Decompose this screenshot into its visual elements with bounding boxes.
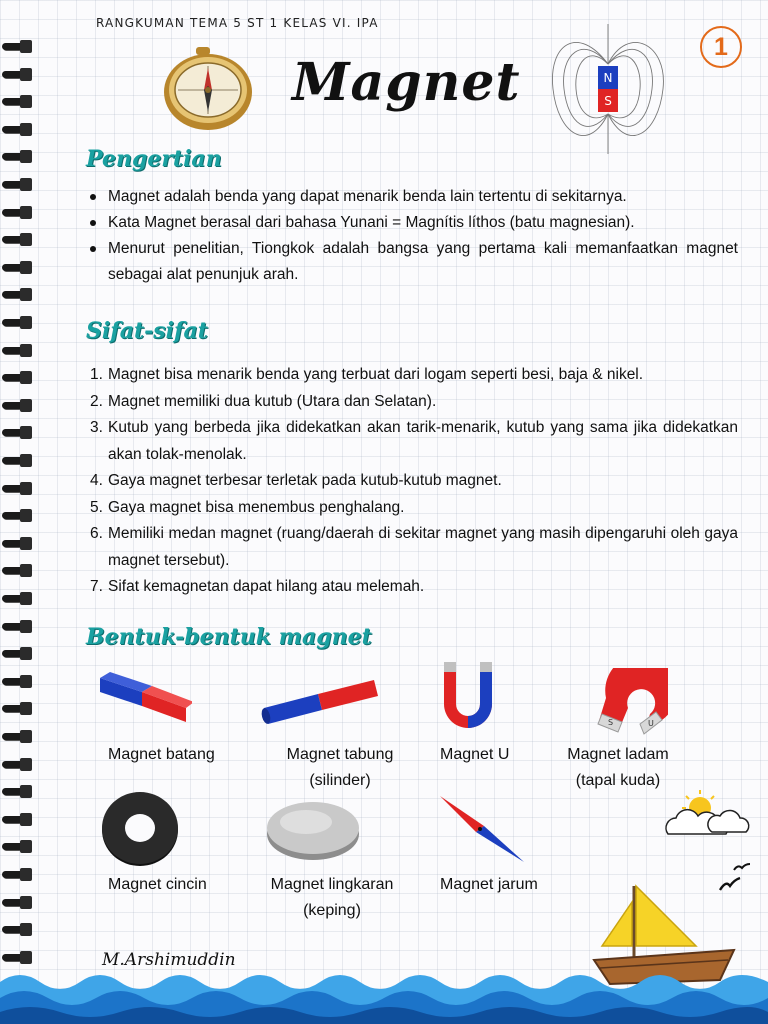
spiral-ring xyxy=(2,675,32,689)
horseshoe-magnet-image xyxy=(584,668,668,738)
label-ladam xyxy=(566,742,670,794)
item-text: Gaya magnet bisa menembus penghalang. xyxy=(108,498,405,516)
spiral-ring xyxy=(2,150,32,164)
spiral-ring xyxy=(2,178,32,192)
list-item: Magnet adalah benda yang dapat menarik benda lain tertentu di sekitarnya. xyxy=(86,184,738,210)
spiral-ring xyxy=(2,923,32,937)
item-text: Sifat kemagnetan dapat hilang atau melemah. xyxy=(108,578,425,595)
label-u: Magnet U xyxy=(440,746,510,763)
label-tabung-main: Magnet tabung xyxy=(286,746,394,763)
bentuk-heading: Bentuk-bentuk magnet xyxy=(86,624,372,650)
spiral-ring xyxy=(2,896,32,910)
item-number: 3. xyxy=(90,419,103,436)
label-tabung-sub: (silinder) xyxy=(309,772,371,789)
label-ladam-sub: (tapal kuda) xyxy=(575,772,661,789)
spiral-ring xyxy=(2,454,32,468)
author-signature: M.Arshimuddin xyxy=(102,950,236,970)
spiral-ring xyxy=(2,344,32,358)
spiral-ring xyxy=(2,288,32,302)
list-item: Menurut penelitian, Tiongkok adalah bangsa yang pertama kali memanfaatkan magnet sebagai alat penunjuk arah. xyxy=(86,236,738,288)
item-text: Kutub yang berbeda jika didekatkan akan tarik-menarik, kutub yang sama jika didekatkan akan tolak-menolak. xyxy=(108,419,738,463)
label-lingkaran-main: Magnet lingkaran xyxy=(270,876,394,893)
list-item xyxy=(90,521,738,574)
u-magnet-image xyxy=(440,658,496,734)
spiral-ring xyxy=(2,482,32,496)
spiral-ring xyxy=(2,426,32,440)
page-subtitle: RANGKUMAN TEMA 5 ST 1 KELAS VI. IPA xyxy=(96,16,379,30)
sun-cloud-illustration xyxy=(656,786,752,846)
spiral-ring xyxy=(2,868,32,882)
list-item xyxy=(90,362,738,389)
spiral-ring xyxy=(2,233,32,247)
spiral-ring xyxy=(2,509,32,523)
item-number: 1. xyxy=(90,366,103,383)
spiral-ring xyxy=(2,813,32,827)
disc-magnet-image xyxy=(264,796,362,862)
item-text: Memiliki medan magnet (ruang/daerah di sekitar magnet yang masih dipengaruhi oleh gaya magnet tersebut). xyxy=(108,525,738,569)
spiral-ring xyxy=(2,951,32,965)
spiral-ring xyxy=(2,537,32,551)
item-text: Gaya magnet terbesar terletak pada kutub-kutub magnet. xyxy=(108,472,502,489)
item-number: 7. xyxy=(90,578,103,595)
item-number: 2. xyxy=(90,392,103,410)
spiral-ring xyxy=(2,620,32,634)
spiral-ring xyxy=(2,40,32,54)
ring-magnet-image xyxy=(98,786,182,870)
north-pole-label: N xyxy=(603,71,613,85)
label-lingkaran-sub: (keping) xyxy=(303,902,361,919)
spiral-ring xyxy=(2,371,32,385)
spiral-ring xyxy=(2,785,32,799)
south-pole-label: S xyxy=(604,94,612,108)
spiral-ring xyxy=(2,95,32,109)
horseshoe-u-label: U xyxy=(648,719,654,728)
spiral-ring xyxy=(2,592,32,606)
list-item xyxy=(90,574,738,601)
spiral-ring xyxy=(2,399,32,413)
spiral-ring xyxy=(2,840,32,854)
spiral-ring xyxy=(2,68,32,82)
page-title: Magnet xyxy=(292,52,521,113)
spiral-ring xyxy=(2,564,32,578)
list-item xyxy=(90,389,738,416)
sifat-heading: Sifat-sifat xyxy=(86,318,208,344)
list-item xyxy=(90,468,738,495)
magnetic-field-diagram xyxy=(548,24,668,154)
list-item xyxy=(90,415,738,468)
label-ladam-main: Magnet ladam xyxy=(567,746,669,763)
item-text: Magnet bisa menarik benda yang terbuat dari logam seperti besi, baja & nikel. xyxy=(108,366,644,383)
spiral-ring xyxy=(2,261,32,275)
label-tabung xyxy=(276,742,404,794)
needle-magnet-image xyxy=(436,794,528,864)
pengertian-heading: Pengertian xyxy=(86,146,222,172)
spiral-ring xyxy=(2,758,32,772)
item-number: 4. xyxy=(90,472,103,489)
label-cincin: Magnet cincin xyxy=(108,876,207,893)
label-jarum: Magnet jarum xyxy=(440,876,538,893)
spiral-ring xyxy=(2,316,32,330)
spiral-ring xyxy=(2,206,32,220)
pengertian-list xyxy=(86,184,738,288)
spiral-ring xyxy=(2,123,32,137)
ocean-waves-decoration xyxy=(0,968,768,1024)
bar-magnet-image xyxy=(96,664,192,734)
spiral-binding xyxy=(0,40,34,980)
cylinder-magnet-image xyxy=(258,676,382,732)
list-item: Kata Magnet berasal dari bahasa Yunani = Magnítis líthos (batu magnesian). xyxy=(86,210,738,236)
item-number: 6. xyxy=(90,525,103,542)
page-number-badge: 1 xyxy=(700,26,742,68)
item-text: Magnet memiliki dua kutub (Utara dan Selatan). xyxy=(108,392,437,410)
horseshoe-s-label: S xyxy=(608,718,614,727)
label-lingkaran xyxy=(260,872,404,924)
sifat-list xyxy=(90,362,738,601)
item-number: 5. xyxy=(90,498,103,516)
list-item xyxy=(90,495,738,522)
spiral-ring xyxy=(2,730,32,744)
compass-illustration xyxy=(156,42,256,134)
label-batang: Magnet batang xyxy=(108,746,215,763)
spiral-ring xyxy=(2,702,32,716)
spiral-ring xyxy=(2,647,32,661)
